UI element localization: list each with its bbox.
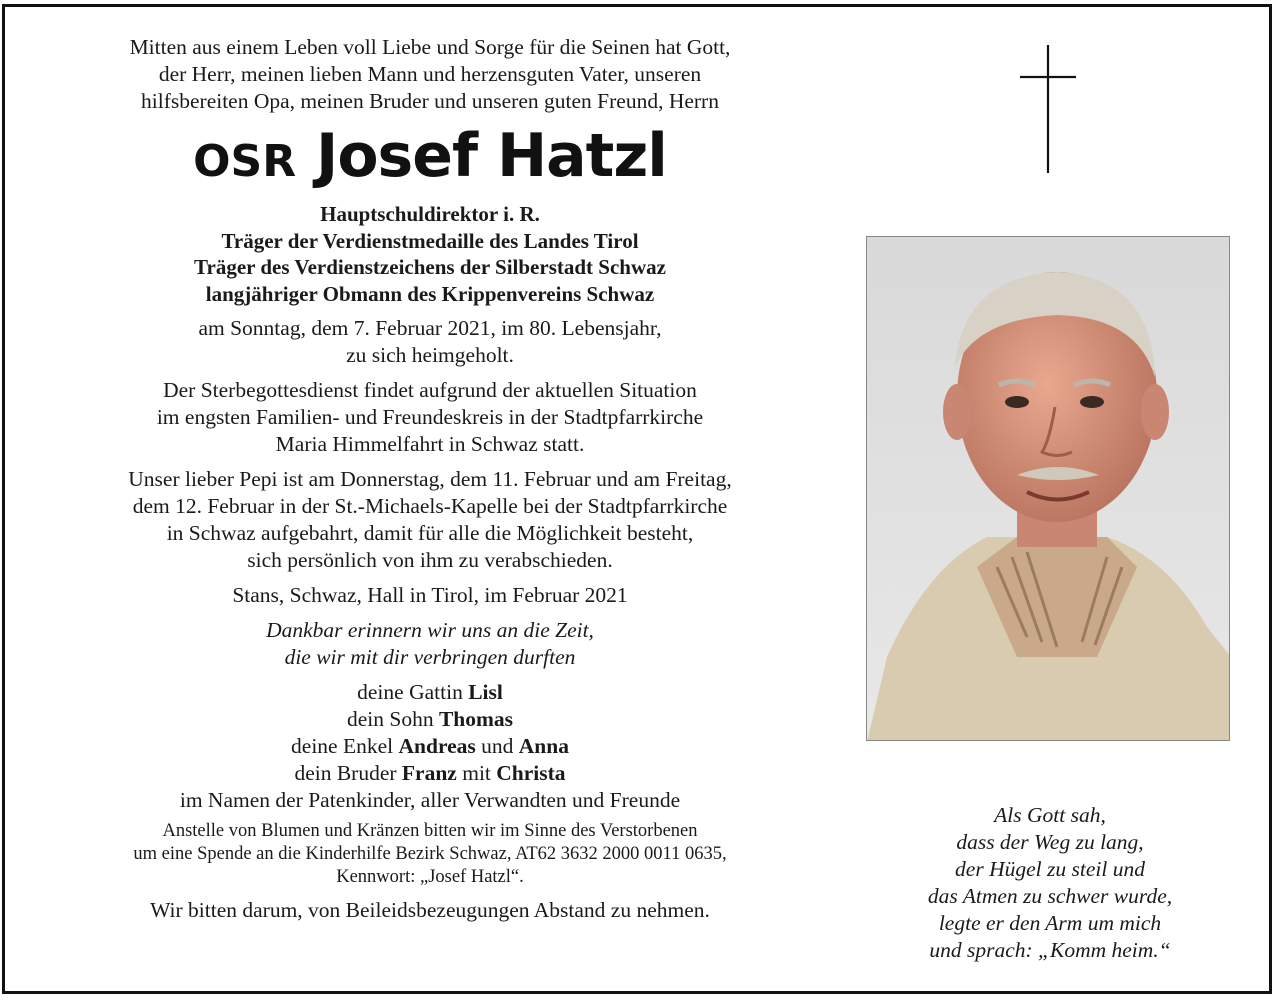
portrait-photo <box>866 236 1230 741</box>
service-line: im engsten Familien- und Freundeskreis in der Stadtpfarrkirche <box>156 405 704 429</box>
mourner-others: im Namen der Patenkinder, aller Verwandten und Freunde <box>179 788 681 812</box>
poem-line: legte er den Arm um mich <box>938 911 1162 935</box>
connector-text: mit <box>456 761 497 785</box>
poem-line: dass der Weg zu lang, <box>956 830 1144 854</box>
mourner-name: Anna <box>518 734 569 758</box>
relation-label: deine Gattin <box>357 680 469 704</box>
mourner-name: Thomas <box>438 707 514 731</box>
intro-line: der Herr, meinen lieben Mann und herzensguten Vater, unseren <box>158 62 702 86</box>
mourner-name: Christa <box>496 761 566 785</box>
death-line: zu sich heimgeholt. <box>346 343 514 367</box>
mourner-brother <box>30 760 830 787</box>
poem-line: und sprach: „Komm heim.“ <box>929 938 1171 962</box>
service-line: Der Sterbegottesdienst findet aufgrund der aktuellen Situation <box>163 378 697 402</box>
title-line: Träger der Verdienstmedaille des Landes Tirol <box>221 228 639 253</box>
death-line: am Sonntag, dem 7. Februar 2021, im 80. Lebensjahr, <box>198 316 662 340</box>
gratitude-line: Dankbar erinnern wir uns an die Zeit, <box>266 618 594 642</box>
viewing-line: Unser lieber Pepi ist am Donnerstag, dem 11. Februar und am Freitag, <box>128 467 732 491</box>
death-notice <box>30 315 830 369</box>
gratitude-text <box>30 617 830 671</box>
poem-line: das Atmen zu schwer wurde, <box>927 884 1173 908</box>
connector-text: und <box>475 734 519 758</box>
relation-label: dein Sohn <box>346 707 439 731</box>
place-date-line: Stans, Schwaz, Hall in Tirol, im Februar 2021 <box>232 583 628 607</box>
obituary-text-column <box>30 34 830 924</box>
relation-label: deine Enkel <box>291 734 399 758</box>
deceased-name <box>30 121 830 197</box>
closing-request: Wir bitten darum, von Beileidsbezeugungen Abstand zu nehmen. <box>150 898 710 922</box>
service-line: Maria Himmelfahrt in Schwaz statt. <box>275 432 585 456</box>
donation-line: Kennwort: „Josef Hatzl“. <box>336 867 524 887</box>
viewing-line: in Schwaz aufgebahrt, damit für alle die Möglichkeit besteht, <box>166 521 694 545</box>
title-line: Träger des Verdienstzeichens der Silberstadt Schwaz <box>194 255 666 279</box>
mourner-name: Andreas <box>398 734 476 758</box>
donation-line: um eine Spende an die Kinderhilfe Bezirk Schwaz, AT62 3632 2000 0011 0635, <box>133 844 727 864</box>
relation-label: dein Bruder <box>294 761 402 785</box>
viewing-line: sich persönlich von ihm zu verabschieden. <box>247 548 613 572</box>
mourners-list <box>30 679 830 814</box>
intro-line: Mitten aus einem Leben voll Liebe und Sorge für die Seinen hat Gott, <box>129 35 731 59</box>
mourner-name: Lisl <box>468 680 503 704</box>
cross-icon <box>1020 45 1076 173</box>
title-line: langjähriger Obmann des Krippenvereins Schwaz <box>205 281 655 306</box>
mourner-son <box>30 706 830 733</box>
memorial-poem <box>870 802 1230 964</box>
place-date <box>30 582 830 609</box>
intro-text <box>30 34 830 115</box>
donation-line: Anstelle von Blumen und Kränzen bitten wir im Sinne des Verstorbenen <box>162 821 698 841</box>
donation-request <box>30 820 830 889</box>
service-notice <box>30 377 830 458</box>
viewing-line: dem 12. Februar in der St.-Michaels-Kapelle bei der Stadtpfarrkirche <box>132 494 728 518</box>
mourner-wife <box>30 679 830 706</box>
title-line: Hauptschuldirektor i. R. <box>320 202 540 226</box>
gratitude-line: die wir mit dir verbringen durften <box>284 645 576 669</box>
name-full: Josef Hatzl <box>316 121 667 191</box>
poem-line: Als Gott sah, <box>994 803 1106 827</box>
mourner-name: Franz <box>401 761 457 785</box>
name-prefix: OSR <box>193 136 297 187</box>
mourner-grandchildren <box>30 733 830 760</box>
viewing-notice <box>30 466 830 574</box>
poem-line: der Hügel zu steil und <box>955 857 1145 881</box>
intro-line: hilfsbereiten Opa, meinen Bruder und unseren guten Freund, Herrn <box>141 89 719 113</box>
honorary-titles <box>30 201 830 307</box>
